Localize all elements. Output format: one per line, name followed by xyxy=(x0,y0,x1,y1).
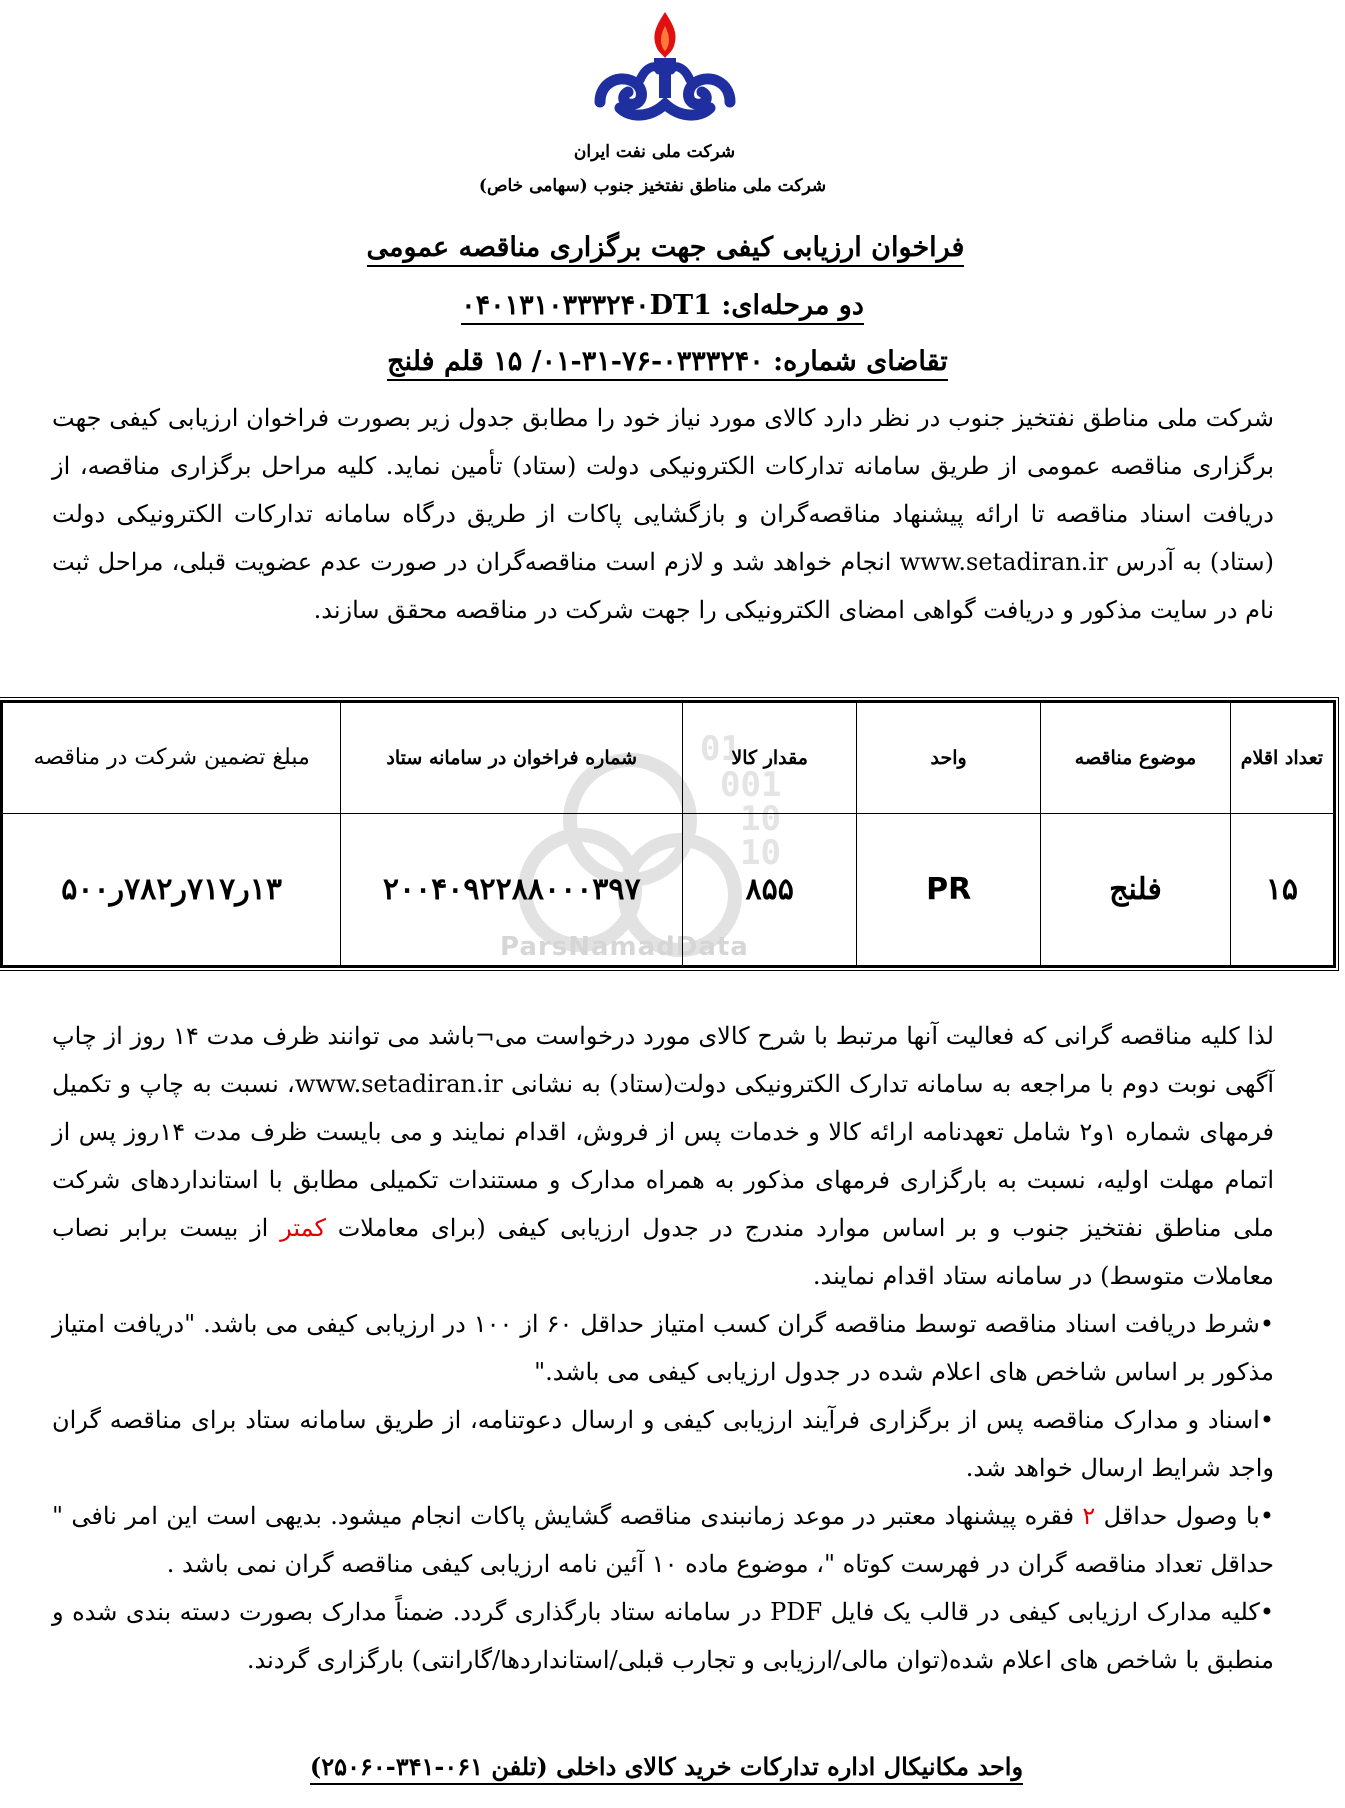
bullet-min-offers: •با وصول حداقل ۲ فقره پیشنهاد معتبر در موعد زمانبندی مناقصه گشایش پاکات انجام میشود. بدیهی است این امر نافی " حداقل تعداد مناقصه گران در فهرست کوتاه "، موضوع ماده ۱۰ آئین نامه ارزیابی کیفی مناقصه گران نمی باشد . xyxy=(52,1502,1275,1578)
participation-paragraph: لذا کلیه مناقصه گرانی که فعالیت آنها مرتبط با شرح کالای مورد درخواست می¬باشد می توانند ظرف مدت ۱۴ روز از چاپ آگهی نوبت دوم با مراجعه به سامانه تدارک الکترونیکی دولت(ستاد) به نشانی www.setadiran.ir، نسبت به چاپ و تکمیل فرمهای شماره ۱و۲ شامل تعهدنامه ارائه کالا و خدمات پس از فروش، اقدام نمایند و می بایست ظرف مدت ۱۴روز پس از اتمام مهلت اولیه، نسبت به بارگزاری فرمهای مذکور به همراه مدارک و مستندات تکمیلی مطابق با استانداردهای شرکت ملی مناطق نفتخیز جنوب و بر اساس موارد مندرج در جدول ارزیابی کیفی (برای معاملات کمتر از بیست برابر نصاب معاملات متوسط) در سامانه ستاد اقدام نمایند. xyxy=(52,1022,1275,1290)
notice-title-text: فراخوان ارزیابی کیفی جهت برگزاری مناقصه عمومی xyxy=(367,232,965,267)
cell-item-count: ۱۵ xyxy=(1230,814,1334,967)
body-text xyxy=(52,1012,1274,1684)
request-number xyxy=(0,346,1340,377)
highlight-less: کمتر xyxy=(280,1214,326,1242)
highlight-two: ۲ xyxy=(1082,1502,1096,1530)
svg-text:10: 10 xyxy=(740,833,781,873)
notice-title xyxy=(0,232,1338,263)
watermark-brand: ParsNamadData xyxy=(500,932,749,962)
cell-quantity: ۸۵۵ xyxy=(683,814,857,967)
bullet-score: •شرط دریافت اسناد مناقصه توسط مناقصه گران کسب امتیاز حداقل ۶۰ از ۱۰۰ در ارزیابی کیفی می باشد. "دریافت امتیاز مذکور بر اساس شاخص های اعلام شده در جدول ارزیابی کیفی می باشد." xyxy=(52,1310,1275,1386)
company-name: شرکت ملی نفت ایران xyxy=(573,142,736,162)
svg-text:10: 10 xyxy=(740,799,781,839)
table-header-row xyxy=(2,702,1335,814)
header-item-count: تعداد اقلام xyxy=(1230,702,1334,814)
header-unit: واحد xyxy=(857,702,1041,814)
header-quantity: مقدار کالا xyxy=(683,702,857,814)
tender-code xyxy=(0,290,1335,321)
header-call-number: شماره فراخوان در سامانه ستاد xyxy=(341,702,683,814)
header-guarantee: مبلغ تضمین شرکت در مناقصه xyxy=(2,702,341,814)
header-subject: موضوع مناقصه xyxy=(1041,702,1231,814)
cell-subject: فلنج xyxy=(1041,814,1231,967)
bullet-documents: •اسناد و مدارک مناقصه پس از برگزاری فرآیند ارزیابی کیفی و ارسال دعوتنامه، از طریق سامانه ستاد برای مناقصه گران واجد شرایط ارسال خواهد شد. xyxy=(52,1406,1275,1482)
company-subsidiary-name: شرکت ملی مناطق نفتخیز جنوب (سهامی خاص) xyxy=(478,176,827,196)
intro-paragraph: شرکت ملی مناطق نفتخیز جنوب در نظر دارد کالای مورد نیاز خود را مطابق جدول زیر بصورت فراخوان ارزیابی کیفی جهت برگزاری مناقصه عمومی از طریق سامانه تدارکات الکترونیکی دولت (ستاد) تأمین نماید. کلیه مراحل برگزاری مناقصه، از دریافت اسناد مناقصه تا ارائه پیشنهاد مناقصه‌گران و بازگشایی پاکات از طریق درگاه سامانه تدارکات الکترونیکی دولت (ستاد) به آدرس www.setadiran.ir انجام خواهد شد و لازم است مناقصه‌گران در صورت عدم عضویت قبلی، مراحل ثبت نام در سایت مذکور و دریافت گواهی امضای الکترونیکی را جهت شرکت در مناقصه محقق سازند. xyxy=(52,404,1275,624)
cell-call-number: ۲۰۰۴۰۹۲۲۸۸۰۰۰۳۹۷ xyxy=(341,814,683,967)
tender-code-text: دو مرحله‌ای: ۰۴۰۱۳۱۰۳۳۳۲۴۰DT1 xyxy=(461,290,864,325)
table-row xyxy=(2,814,1335,967)
nioc-logo-icon xyxy=(590,4,740,124)
svg-text:01: 01 xyxy=(700,729,741,769)
svg-text:001: 001 xyxy=(720,765,782,805)
request-number-text: تقاضای شماره: ۰۳۳۳۲۴۰-۷۶-۳۱-۰۱/ ۱۵ قلم فلنج xyxy=(387,346,948,381)
tender-items-table xyxy=(0,700,1336,968)
cell-guarantee: ۱۳ر۷۱۷ر۷۸۲ر۵۰۰ xyxy=(2,814,341,967)
footer-contact-text: واحد مکانیکال اداره تدارکات خرید کالای داخلی (تلفن ۰۶۱-۳۴۱-۲۵۰۶۰) xyxy=(310,1752,1023,1785)
footer-contact xyxy=(0,1752,1339,1781)
bullet-pdf-upload: •کلیه مدارک ارزیابی کیفی در قالب یک فایل PDF در سامانه ستاد بارگذاری گردد. ضمناً مدارک بصورت دسته بندی شده و منطبق با شاخص های اعلام شده(توان مالی/ارزیابی و تجارب قبلی/استانداردها/گارانتی) بارگزاری گردند. xyxy=(52,1598,1274,1674)
cell-unit: PR xyxy=(857,814,1041,967)
